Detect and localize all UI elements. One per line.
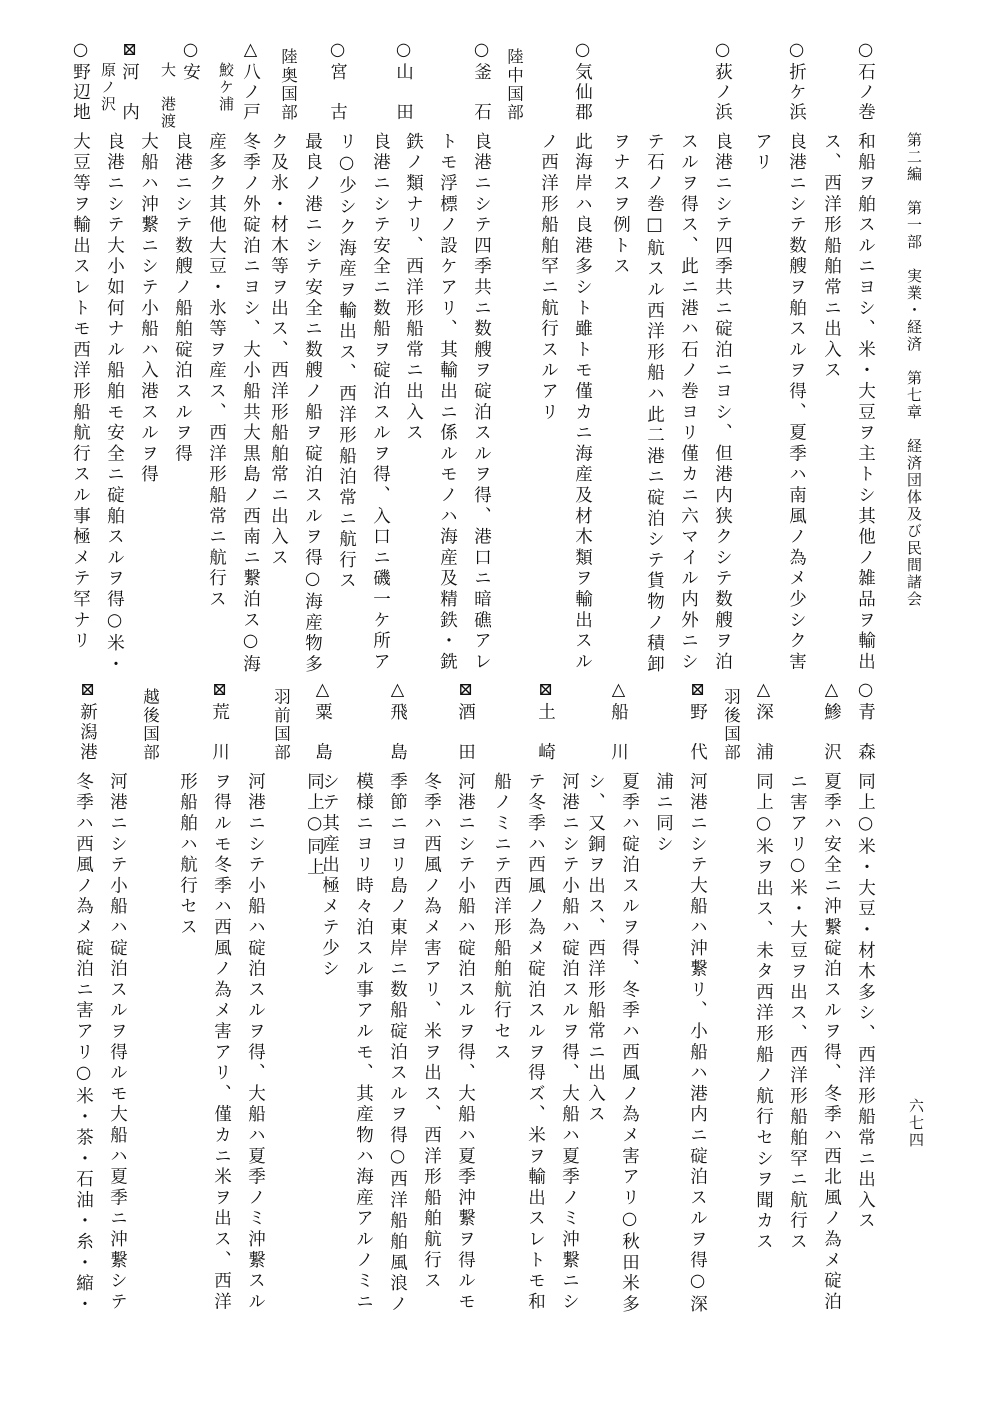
- text-line: トモ浮標ノ設ケアリ、其輸出ニ係ルモノハ海産及精鉄・銑: [437, 132, 458, 673]
- text-line: 冬季ハ西風ノ為メ碇泊ニ害アリ○米・茶・石油・糸・縮・: [73, 772, 94, 1316]
- place-fukaura: △深 浦: [753, 680, 774, 763]
- place-hachinohe: △八ノ戸: [240, 40, 261, 123]
- text-line: シ、又銅ヲ出ス、西洋形船常ニ出入ス: [585, 772, 606, 1126]
- text-line: ヲ得ルモ冬季ハ西風ノ為メ害アリ、僅カニ米ヲ出ス、西洋: [211, 772, 232, 1313]
- text-line: スルヲ得ス、此ニ港ハ石ノ巻ヨリ僅カニ六マイル内外ニシ: [678, 132, 699, 673]
- text-line: 鉄ノ類ナリ、西洋形船常ニ出入ス: [403, 132, 424, 444]
- text-line: 形船舶ハ航行セス: [177, 772, 198, 939]
- text-line: 此海岸ハ良港多シト雖トモ僅カニ海産及材木類ヲ輸出スル: [572, 132, 593, 673]
- text-line: ク及氷・材木等ヲ出ス、西洋形船舶常ニ出入ス: [268, 132, 289, 569]
- text-line: テ冬季ハ西風ノ為メ碇泊スルヲ得ズ、米ヲ輸出スレトモ和: [525, 772, 546, 1313]
- text-line: 季節ニヨリ島ノ東岸ニ数船碇泊スルヲ得○西洋船舶風浪ノ: [387, 772, 408, 1316]
- place-kawauchi: ⊠河 内: [119, 40, 140, 123]
- text-line: 和船ヲ舶スルニヨシ、米・大豆ヲ主トシ其他ノ雑品ヲ輸出: [855, 132, 876, 673]
- text-line: 冬季ノ外碇泊ニヨシ、大小船共大黒島ノ西南ニ繋泊ス○海: [240, 132, 261, 676]
- place-ando: ○安: [180, 40, 201, 83]
- place-sakata: ⊠酒 田: [455, 680, 476, 763]
- text-line: 同上○同上: [304, 772, 325, 879]
- text-line: 模様ニヨリ時々泊スル事アルモ、其産物ハ海産アルノミニ: [353, 772, 374, 1313]
- place-kamaishi: ○釜 石: [471, 40, 492, 123]
- text-line: 浦ニ同シ: [653, 772, 674, 856]
- text-line: 産多ク其他大豆・氷等ヲ産ス、西洋形船常ニ航行ス: [206, 132, 227, 611]
- text-line: 同上○米・大豆・材木多シ、西洋形船常ニ出入ス: [855, 772, 876, 1233]
- place-subname: 大 港渡: [159, 62, 177, 130]
- place-origahama: ○折ケ浜: [786, 40, 807, 123]
- text-line: 良港ニシテ大小如何ナル船舶モ安全ニ碇舶スルヲ得○米・: [104, 132, 125, 676]
- text-line: 大船ハ沖繋ニシテ小船ハ入港スルヲ得: [138, 132, 159, 486]
- text-line: 良港ニシテ数艘ヲ舶スルヲ得、夏季ハ南風ノ為メ少シク害: [786, 132, 807, 673]
- place-ajigasawa: △鯵 沢: [821, 680, 842, 763]
- text-line: シテ其産出極メテ少シ: [319, 772, 340, 980]
- place-tobishima: △飛 島: [387, 680, 408, 763]
- text-line: 夏季ハ安全ニ沖繋碇泊スルヲ得、冬季ハ西北風ノ為メ碇泊: [821, 772, 842, 1313]
- place-kesengun: ○気仙郡: [572, 40, 593, 123]
- text-line: 船ノミニテ西洋形船舶航行セス: [491, 772, 512, 1064]
- text-line: 最良ノ港ニシテ安全ニ数艘ノ船ヲ碇泊スルヲ得○海産物多: [302, 132, 323, 676]
- text-line: 良港ニシテ安全ニ数船ヲ碇泊スルヲ得、入口ニ磯一ケ所ア: [370, 132, 391, 673]
- text-line: ヲナスヲ例トス: [610, 132, 631, 278]
- place-arakawa: ⊠荒 川: [209, 680, 230, 763]
- text-line: 同上○米ヲ出ス、未タ西洋形船ノ航行セシヲ聞カス: [753, 772, 774, 1253]
- place-aomori: ○青 森: [855, 680, 876, 763]
- place-noheji: ○野辺地: [70, 40, 91, 123]
- place-niigata: ⊠新潟港: [77, 680, 98, 763]
- text-line: 冬季ハ西風ノ為メ害アリ、米ヲ出ス、西洋形船舶航行ス: [421, 772, 442, 1292]
- text-line: 河港ニシテ小船ハ碇泊スルヲ得、大船ハ夏季ノミ沖繋スル: [245, 772, 266, 1313]
- place-oginohama: ○荻ノ浜: [712, 40, 733, 123]
- text-line: テ石ノ巻□航スル西洋形船ハ此二港ニ碇泊シテ貨物ノ積卸: [644, 132, 665, 676]
- text-line: 河港ニシテ小船ハ碇泊スルヲ得ルモ大船ハ夏季ニ沖繋シテ: [107, 772, 128, 1313]
- text-line: ニ害アリ○米・大豆ヲ出ス、西洋形船舶罕ニ航行ス: [787, 772, 808, 1253]
- region-mutsu: 陸奥国部: [278, 48, 298, 122]
- place-ishinomaki: ○石ノ巻: [855, 40, 876, 123]
- place-awashima: △粟 島: [312, 680, 333, 763]
- text-line: 良港ニシテ数艘ノ船舶碇泊スルヲ得: [172, 132, 193, 465]
- place-subname: 原ノ沢: [99, 62, 117, 113]
- place-miyako: ○宮 古: [327, 40, 348, 123]
- text-line: 河港ニシテ小船ハ碇泊スルヲ得、大船ハ夏季沖繋ヲ得ルモ: [455, 772, 476, 1313]
- text-line: ノ西洋形船舶罕ニ航行スルアリ: [538, 132, 559, 424]
- text-line: ス、西洋形船舶常ニ出入ス: [821, 132, 842, 382]
- place-tsuchizaki: ⊠土 崎: [535, 680, 556, 763]
- region-ugo: 羽後国部: [721, 688, 741, 762]
- text-line: アリ: [752, 132, 773, 174]
- text-line: 良港ニシテ四季共ニ数艘ヲ碇泊スルヲ得、港口ニ暗礁アレ: [471, 132, 492, 673]
- text-line: 夏季ハ碇泊スルヲ得、冬季ハ西風ノ為メ害アリ○秋田米多: [619, 772, 640, 1316]
- text-line: 良港ニシテ四季共ニ碇泊ニヨシ、但港内狭クシテ数艘ヲ泊: [712, 132, 733, 673]
- region-echigo: 越後国部: [140, 688, 160, 762]
- place-subname: 鮫ケ浦: [217, 62, 235, 113]
- running-title: 第二編 第一部 実業・経済 第七章 経済団体及び民間諸会: [905, 132, 923, 608]
- text-line: 河港ニシテ小船ハ碇泊スルヲ得、大船ハ夏季ノミ沖繋ニシ: [559, 772, 580, 1313]
- place-yamada: ○山 田: [393, 40, 414, 123]
- region-rikuchu: 陸中国部: [504, 48, 524, 122]
- text-line: リ○少シク海産ヲ輸出ス、西洋形船泊常ニ航行ス: [336, 132, 357, 593]
- region-uzen: 羽前国部: [271, 688, 291, 762]
- text-line: 河港ニシテ大船ハ沖繋リ、小船ハ港内ニ碇泊スルヲ得○深: [687, 772, 708, 1316]
- text-line: 大豆等ヲ輸出スレトモ西洋形船航行スル事極メテ罕ナリ: [70, 132, 91, 652]
- place-funakawa: △船 川: [608, 680, 629, 763]
- page-number: 六七四: [907, 1098, 925, 1149]
- place-noshiro: ⊠野 代: [687, 680, 708, 763]
